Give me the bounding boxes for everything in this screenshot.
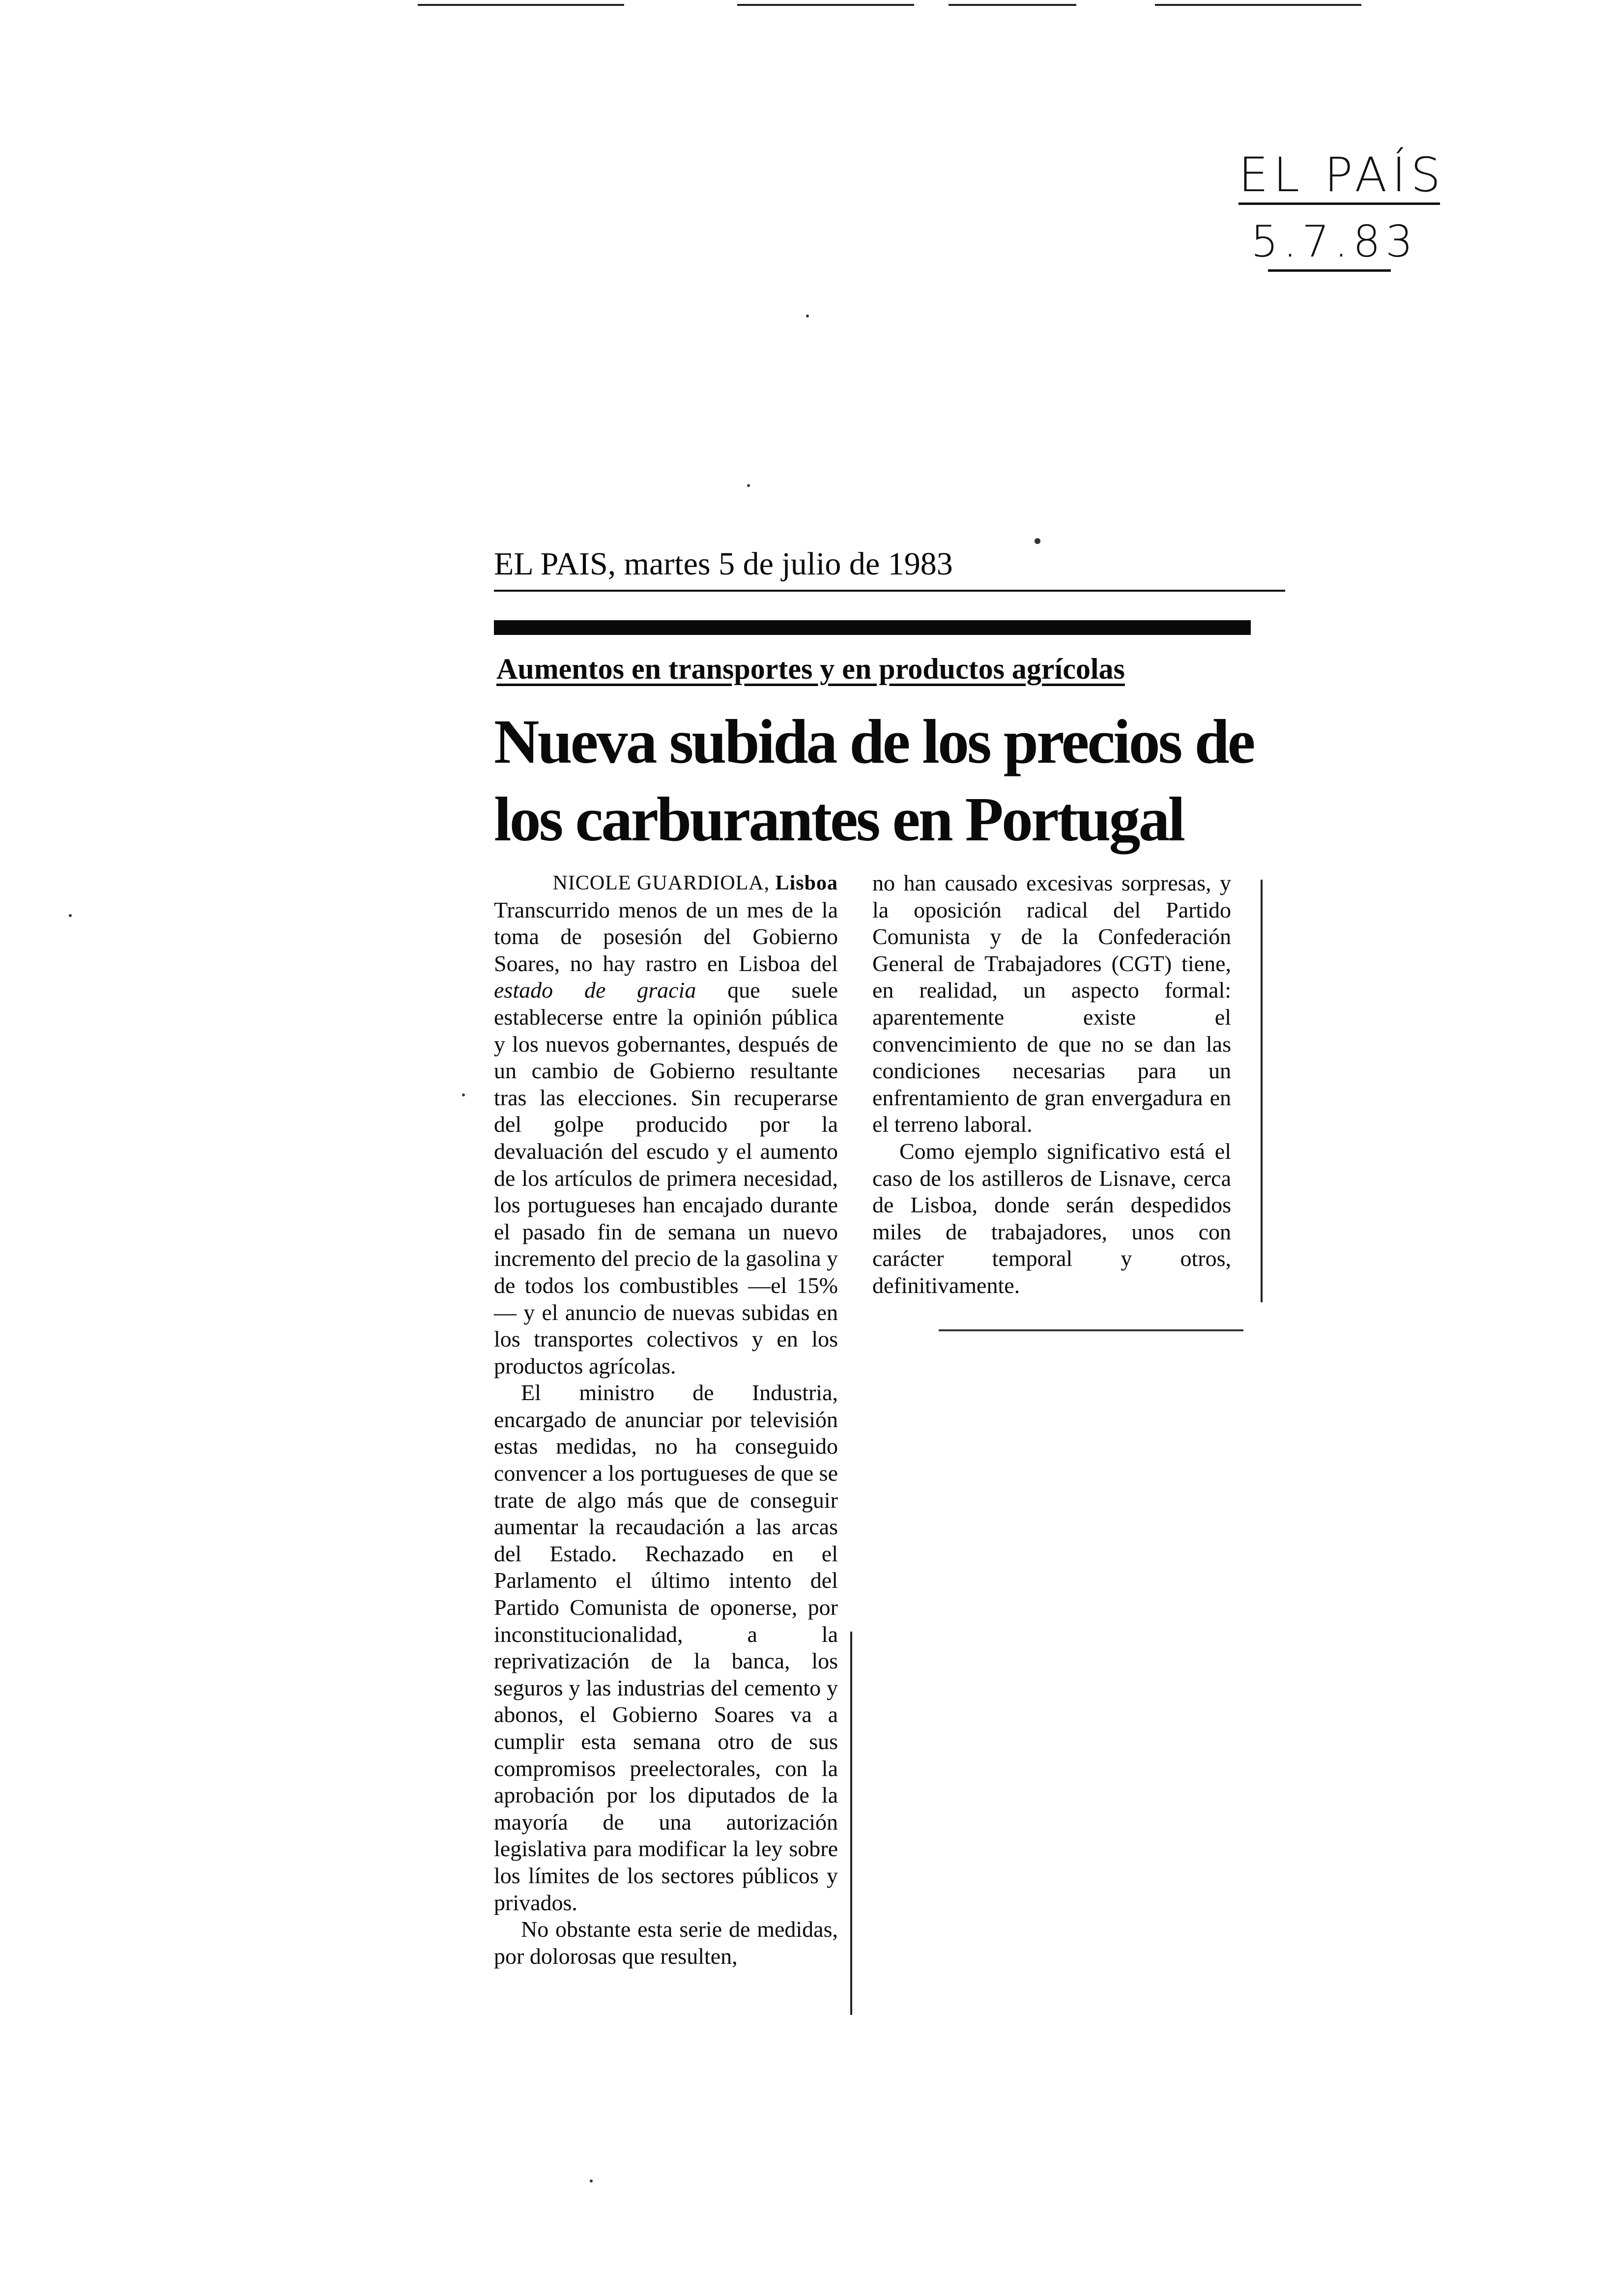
handwritten-source-note: EL PAÍS <box>1238 147 1446 202</box>
scan-speck <box>69 914 72 917</box>
dateline-rule <box>494 590 1285 592</box>
paragraph <box>494 897 838 1380</box>
paragraph: no han causado excesivas sorpresas, y la oposición radical del Partido Comunista y de la Confederación General de Trabajadores (CGT) tiene, en realidad, un aspecto formal: aparentemente existe el convencimiento de que no se dan las condiciones necesarias para un enfrentamiento de gran envergadura en el terreno laboral. <box>872 870 1231 1137</box>
handwritten-underline <box>1268 269 1391 272</box>
scan-speck <box>590 2180 593 2182</box>
scan-edge-line <box>949 4 1076 6</box>
paragraph: El ministro de Industria, encargado de anunciar por televisión estas medidas, no ha conseguido convencer a los portugueses de que se trate de algo más que de conseguir aumentar la recaudación a las arcas del Estado. Rechazado en el Parlamento el último intento del Partido Comunista de oponerse, por inconstitucionalidad, a la reprivatización de la banca, los seguros y las industrias del cemento y abonos, el Gobierno Soares va a cumplir esta semana otro de sus compromisos preelectorales, con la aprobación por los diputados de la mayoría de una autorización legislativa para modificar la ley sobre los límites de los sectores públicos y privados. <box>494 1380 838 1915</box>
article-headline: Nueva subida de los precios de los carburantes en Portugal <box>494 707 1254 854</box>
scan-speck <box>806 315 809 317</box>
article-column-2 <box>872 870 1231 1299</box>
paragraph-text: Transcurrido menos de un mes de la toma de posesión del Gobierno Soares, no hay rastro en Lisboa del <box>494 897 838 976</box>
dateline: EL PAIS, martes 5 de julio de 1983 <box>494 546 953 582</box>
clipping-margin-bar <box>1261 880 1263 1302</box>
scan-speck <box>747 484 750 487</box>
article-kicker: Aumentos en transportes y en productos agrícolas <box>496 653 1125 685</box>
header-thick-rule <box>494 620 1251 635</box>
article-end-rule <box>939 1329 1243 1331</box>
article-column-1 <box>494 870 838 1970</box>
scan-speck <box>462 1093 465 1096</box>
clipping-margin-bar <box>850 1632 852 2015</box>
scan-edge-line <box>737 4 914 6</box>
scan-edge-line <box>418 4 624 6</box>
scan-speck <box>1035 538 1040 544</box>
paragraph: No obstante esta serie de medidas, por dolorosas que resulten, <box>494 1917 838 1969</box>
byline <box>494 870 838 897</box>
byline-author: NICOLE GUARDIOLA, <box>552 872 770 894</box>
byline-city: Lisboa <box>775 872 838 894</box>
scan-edge-line <box>1155 4 1361 6</box>
handwritten-underline <box>1238 202 1440 205</box>
paragraph: Como ejemplo significativo está el caso de los astilleros de Lisnave, cerca de Lisboa, donde serán despedidos miles de trabajadores, unos con carácter temporal y otros, definitivamente. <box>872 1138 1231 1298</box>
paragraph-text: que suele establecerse entre la opinión pública y los nuevos gobernantes, después de un cambio de Gobierno resultante tras las elecciones. Sin recuperarse del golpe producido por la devaluación del escudo y el aumento de los artículos de primera necesidad, los portugueses han encajado durante el pasado fin de semana un nuevo incremento del precio de la gasolina y de todos los combustibles —el 15%— y el anuncio de nuevas subidas en los transportes colectivos y en los productos agrícolas. <box>494 977 838 1378</box>
paragraph-emphasis: estado de gracia <box>494 977 696 1003</box>
handwritten-date-note: 5.7.83 <box>1251 216 1418 267</box>
